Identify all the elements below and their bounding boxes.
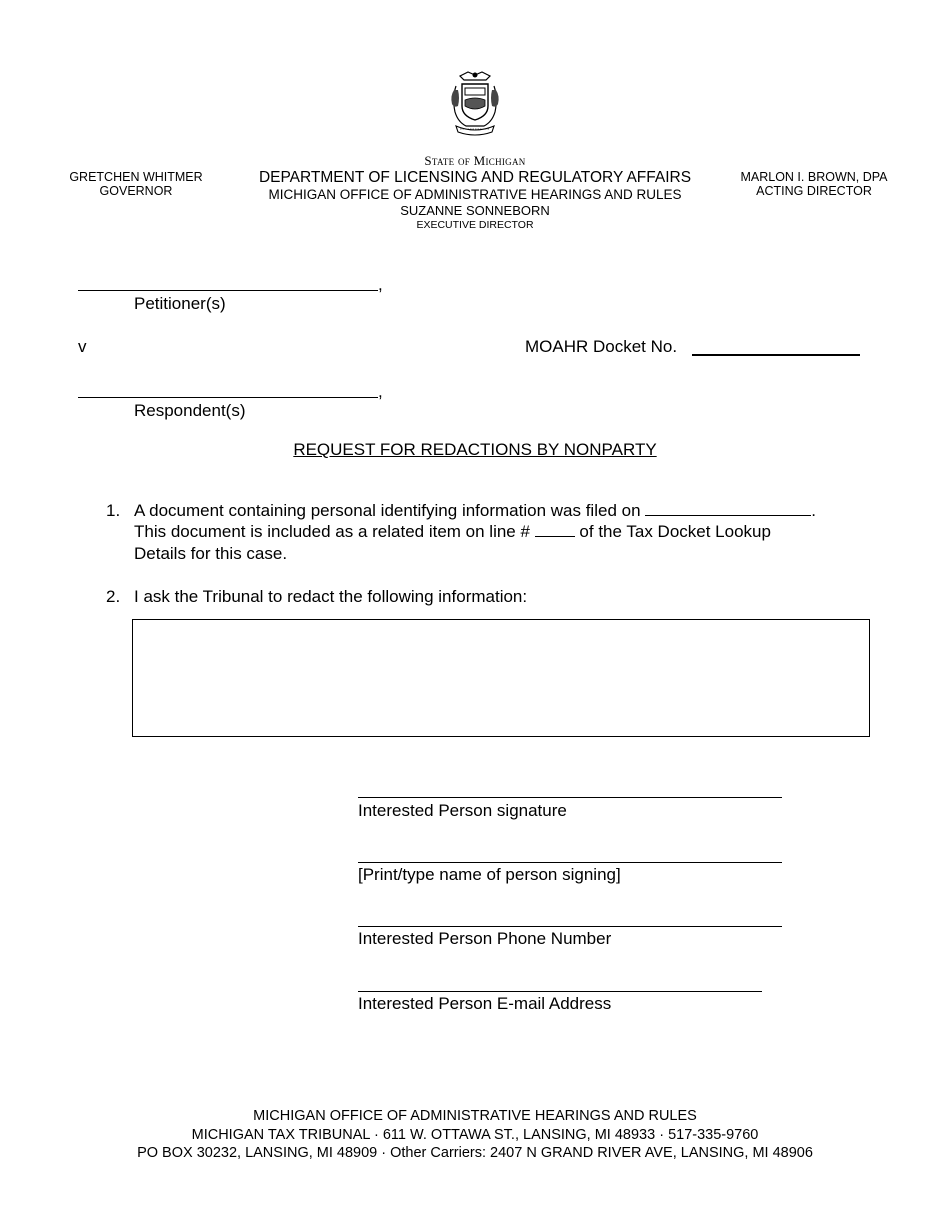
state-name: State of Michigan — [424, 153, 526, 168]
signature-label: Interested Person signature — [358, 801, 567, 820]
footer-line-2: MICHIGAN TAX TRIBUNAL · 611 W. OTTAWA ST., LANSING, MI 48933 · 517-335-9760 — [191, 1126, 759, 1143]
governor-title: GOVERNOR — [99, 184, 173, 199]
redaction-information-box[interactable] — [132, 619, 870, 737]
respondent-comma: , — [378, 382, 383, 401]
footer — [0, 1107, 950, 1163]
print-name-label: [Print/type name of person signing] — [358, 865, 621, 884]
filed-date-field[interactable] — [645, 500, 811, 516]
item-1-period: . — [811, 501, 816, 520]
docket-line-number-field[interactable] — [535, 521, 575, 537]
item-2-number: 2. — [106, 587, 121, 606]
email-address-line[interactable] — [358, 991, 762, 992]
petitioner-label: Petitioner(s) — [134, 294, 226, 313]
director-name: MARLON I. BROWN, DPA — [740, 170, 888, 184]
phone-number-line[interactable] — [358, 926, 782, 927]
footer-line-3: PO BOX 30232, LANSING, MI 48909 · Other Carriers: 2407 N GRAND RIVER AVE, LANSING, MI 48906 — [137, 1145, 813, 1161]
docket-number-field[interactable] — [692, 339, 860, 356]
letterhead — [200, 153, 750, 232]
petitioner-comma: , — [378, 275, 383, 294]
item-1-line-1 — [134, 500, 816, 522]
print-name-line[interactable] — [358, 862, 782, 863]
petitioner-name-field[interactable] — [78, 274, 378, 291]
executive-director-title: EXECUTIVE DIRECTOR — [416, 218, 534, 231]
item-1-text-part2: This document is included as a related item on line # — [134, 522, 530, 541]
item-1-line-2 — [134, 521, 771, 543]
respondent-label: Respondent(s) — [134, 401, 246, 420]
department-name: DEPARTMENT OF LICENSING AND REGULATORY AFFAIRS — [258, 168, 692, 186]
executive-director-name: SUZANNE SONNEBORN — [400, 203, 550, 219]
respondent-name-field[interactable] — [78, 381, 378, 398]
docket-number-label: MOAHR Docket No. — [525, 337, 678, 356]
item-1-text-part2-end: of the Tax Docket Lookup — [579, 522, 771, 541]
item-1-text-part3: Details for this case. — [134, 544, 288, 563]
form-title — [0, 440, 950, 460]
phone-number-label: Interested Person Phone Number — [358, 929, 612, 948]
governor-block — [60, 170, 212, 199]
email-address-label: Interested Person E-mail Address — [358, 994, 612, 1013]
item-1-text-part1: A document containing personal identifying information was filed on — [134, 501, 641, 520]
office-name: MICHIGAN OFFICE OF ADMINISTRATIVE HEARINGS AND RULES — [268, 187, 682, 203]
director-block — [728, 170, 900, 199]
signature-line[interactable] — [358, 797, 782, 798]
item-2-text: I ask the Tribunal to redact the following information: — [134, 587, 528, 606]
director-title: ACTING DIRECTOR — [756, 184, 872, 199]
michigan-state-seal-icon — [446, 68, 504, 136]
item-1-number: 1. — [106, 501, 121, 520]
versus-label: v — [78, 337, 87, 356]
form-title-text: REQUEST FOR REDACTIONS BY NONPARTY — [293, 440, 657, 459]
footer-line-1: MICHIGAN OFFICE OF ADMINISTRATIVE HEARINGS AND RULES — [253, 1108, 697, 1124]
governor-name: GRETCHEN WHITMER — [69, 170, 203, 184]
